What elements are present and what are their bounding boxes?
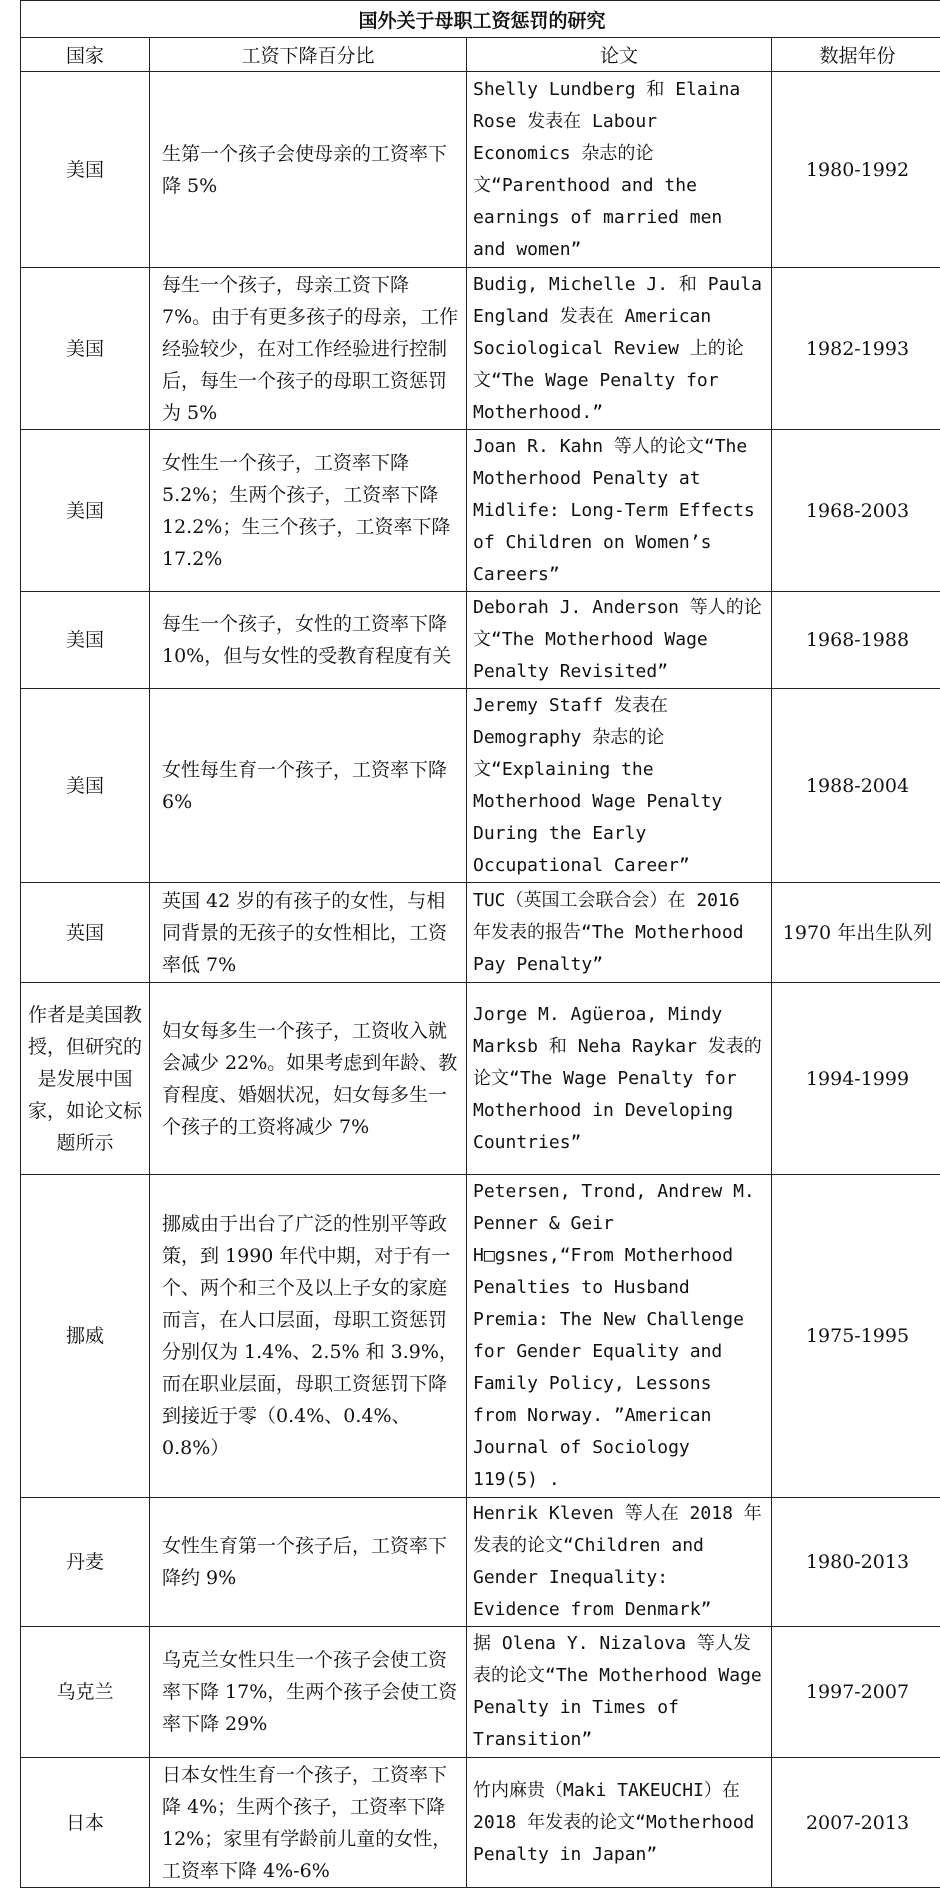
data-years-cell: 1975-1995 [772,1175,940,1498]
wage-decline-cell: 挪威由于出台了广泛的性别平等政策，到 1990 年代中期，对于有一个、两个和三个及以上子女的家庭而言，在人口层面，母职工资惩罚分别仅为 1.4%、2.5% 和 3.9%，而在职业层面，母职工资惩罚下降到接近于零（0.4%、0.4%、0.8%） [150,1175,467,1498]
wage-decline-cell: 英国 42 岁的有孩子的女性，与相同背景的无孩子的女性相比，工资率低 7% [150,883,467,983]
wage-decline-cell: 女性每生育一个孩子，工资率下降 6% [150,689,467,883]
table-row [21,1175,940,1498]
data-years-cell: 1970 年出生队列 [772,883,940,983]
country-cell: 挪威 [21,1175,150,1498]
data-years-cell: 1997-2007 [772,1627,940,1758]
wage-decline-cell: 生第一个孩子会使母亲的工资率下降 5% [150,72,467,268]
data-years-cell: 1968-2003 [772,430,940,592]
table-row [21,592,940,689]
table-row [21,268,940,430]
table-row [21,983,940,1175]
country-cell: 美国 [21,72,150,268]
paper-cell: 据 Olena Y. Nizalova 等人发表的论文“The Motherhood Wage Penalty in Times of Transition” [467,1627,772,1758]
header-data-years: 数据年份 [772,38,940,72]
paper-cell: TUC（英国工会联合会）在 2016 年发表的报告“The Motherhood Pay Penalty” [467,883,772,983]
paper-cell: Joan R. Kahn 等人的论文“The Motherhood Penalty at Midlife: Long-Term Effects of Children on Women’s Careers” [467,430,772,592]
country-cell: 日本 [21,1758,150,1888]
table-row [21,883,940,983]
data-years-cell: 2007-2013 [772,1758,940,1888]
country-cell: 美国 [21,268,150,430]
table-title: 国外关于母职工资惩罚的研究 [21,1,940,38]
paper-cell: Budig, Michelle J. 和 Paula England 发表在 American Sociological Review 上的论文“The Wage Penalty for Motherhood.” [467,268,772,430]
paper-cell: 竹内麻贵（Maki TAKEUCHI）在 2018 年发表的论文“Motherhood Penalty in Japan” [467,1758,772,1888]
country-cell: 乌克兰 [21,1627,150,1758]
paper-cell: Shelly Lundberg 和 Elaina Rose 发表在 Labour Economics 杂志的论文“Parenthood and the earnings of married men and women” [467,72,772,268]
paper-cell: Petersen, Trond, Andrew M. Penner & Geir H□gsnes,“From Motherhood Penalties to Husband Premia: The New Challenge for Gender Equality and Family Policy, Lessons from Norway. ”American Journal of Sociology 119(5) . [467,1175,772,1498]
country-cell: 英国 [21,883,150,983]
country-cell: 作者是美国教授，但研究的是发展中国家，如论文标题所示 [21,983,150,1175]
research-table-sheet [20,0,940,1888]
paper-cell: Henrik Kleven 等人在 2018 年发表的论文“Children and Gender Inequality: Evidence from Denmark” [467,1498,772,1627]
header-paper: 论文 [467,38,772,72]
wage-decline-cell: 妇女每多生一个孩子，工资收入就会减少 22%。如果考虑到年龄、教育程度、婚姻状况，妇女每多生一个孩子的工资将减少 7% [150,983,467,1175]
data-years-cell: 1980-2013 [772,1498,940,1627]
header-wage-decline: 工资下降百分比 [150,38,467,72]
paper-cell: Jorge M. Agüeroa, Mindy Marksb 和 Neha Raykar 发表的论文“The Wage Penalty for Motherhood in Developing Countries” [467,983,772,1175]
wage-decline-cell: 每生一个孩子，女性的工资率下降 10%，但与女性的受教育程度有关 [150,592,467,689]
data-years-cell: 1988-2004 [772,689,940,883]
data-years-cell: 1980-1992 [772,72,940,268]
paper-cell: Jeremy Staff 发表在 Demography 杂志的论文“Explaining the Motherhood Wage Penalty During the Early Occupational Career” [467,689,772,883]
country-cell: 丹麦 [21,1498,150,1627]
country-cell: 美国 [21,430,150,592]
wage-decline-cell: 每生一个孩子，母亲工资下降 7%。由于有更多孩子的母亲，工作经验较少，在对工作经验进行控制后，每生一个孩子的母职工资惩罚为 5% [150,268,467,430]
motherhood-penalty-table [20,0,940,1888]
header-country: 国家 [21,38,150,72]
country-cell: 美国 [21,592,150,689]
wage-decline-cell: 女性生育第一个孩子后，工资率下降约 9% [150,1498,467,1627]
paper-cell: Deborah J. Anderson 等人的论文“The Motherhood Wage Penalty Revisited” [467,592,772,689]
country-cell: 美国 [21,689,150,883]
wage-decline-cell: 乌克兰女性只生一个孩子会使工资率下降 17%，生两个孩子会使工资率下降 29% [150,1627,467,1758]
wage-decline-cell: 女性生一个孩子，工资率下降 5.2%；生两个孩子，工资率下降 12.2%；生三个孩子，工资率下降 17.2% [150,430,467,592]
data-years-cell: 1982-1993 [772,268,940,430]
wage-decline-cell: 日本女性生育一个孩子，工资率下降 4%；生两个孩子，工资率下降 12%；家里有学龄前儿童的女性，工资率下降 4%-6% [150,1758,467,1888]
data-years-cell: 1994-1999 [772,983,940,1175]
table-row [21,72,940,268]
table-header-row [21,38,940,72]
data-years-cell: 1968-1988 [772,592,940,689]
table-row [21,430,940,592]
table-row [21,689,940,883]
table-row [21,1627,940,1758]
table-title-row [21,1,940,38]
table-row [21,1758,940,1888]
table-row [21,1498,940,1627]
